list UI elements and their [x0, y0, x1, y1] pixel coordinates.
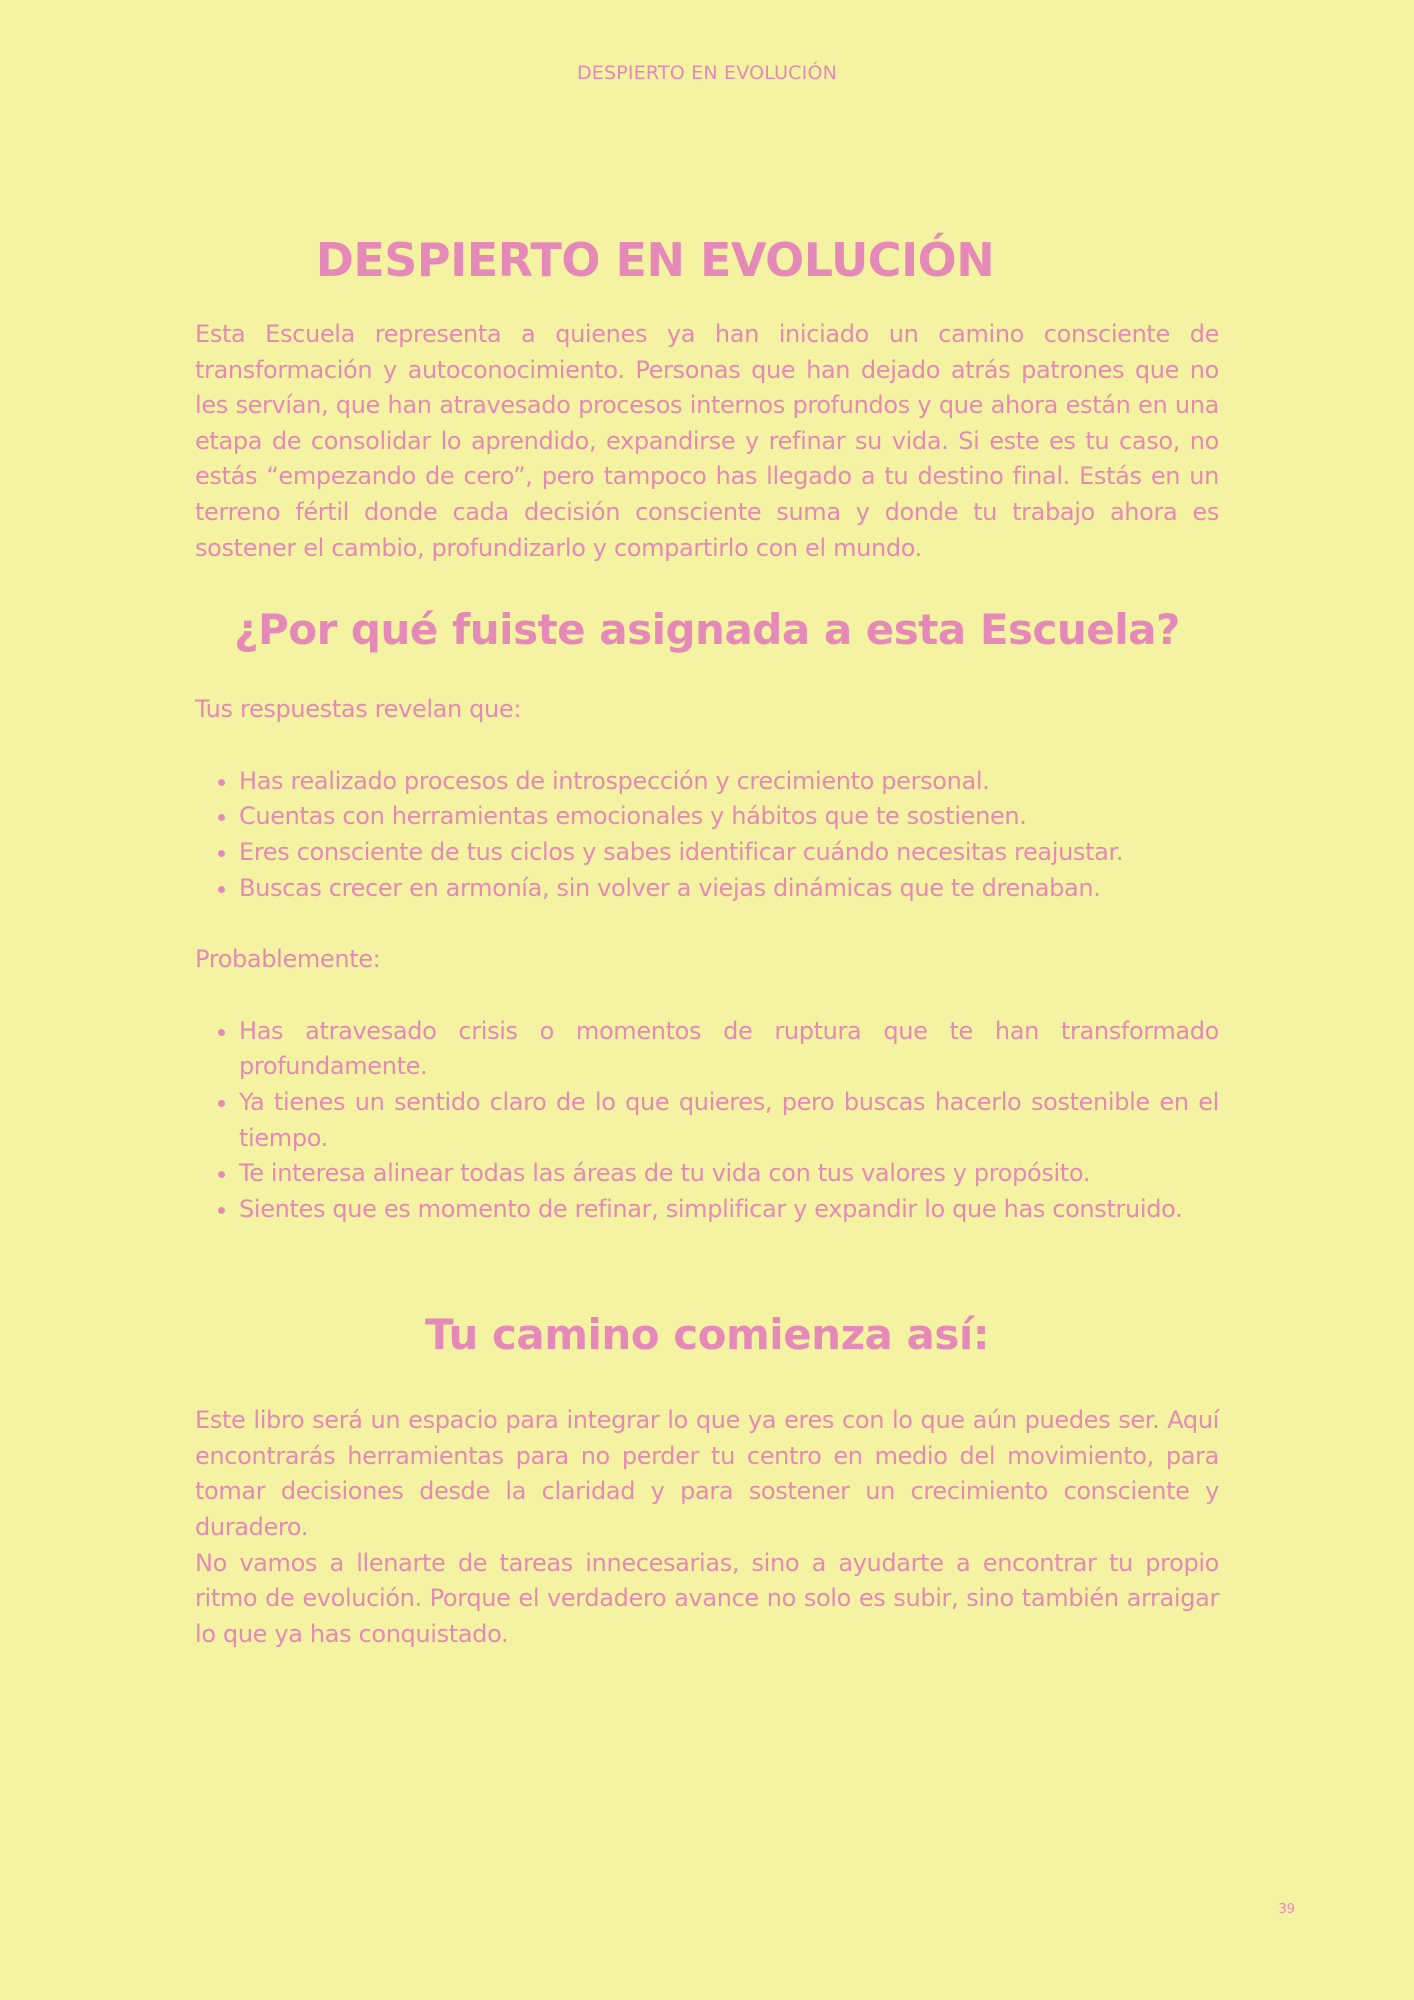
probably-lead: Probablemente:: [195, 945, 381, 974]
traits-list: [195, 764, 1219, 906]
responses-lead: Tus respuestas revelan que:: [195, 695, 522, 724]
page-number: 39: [1278, 1902, 1295, 1917]
path-paragraph-1: Este libro será un espacio para integrar lo que ya eres con lo que aún puedes ser. Aquí encontrarás herramientas para no perder tu centro en medio del movimiento, para tomar decisiones desde la claridad y para sostener un crecimiento consciente y duradero.: [195, 1406, 1219, 1542]
list-item: • Cuentas con herramientas emocionales y hábitos que te sostienen.: [239, 799, 1219, 835]
page-content: [195, 225, 1219, 1652]
why-heading: ¿Por qué fuiste asignada a esta Escuela?: [234, 605, 1180, 655]
list-item: • Sientes que es momento de refinar, simplificar y expandir lo que has construido.: [239, 1192, 1219, 1228]
path-paragraph-2: No vamos a llenarte de tareas innecesarias, sino a ayudarte a encontrar tu propio ritmo de evolución. Porque el verdadero avance no solo es subir, sino también arraigar lo que ya has conquistado.: [195, 1548, 1219, 1648]
list-item: • Te interesa alinear todas las áreas de tu vida con tus valores y propósito.: [239, 1156, 1219, 1192]
intro-paragraph: Esta Escuela representa a quienes ya han iniciado un camino consciente de transformación y autoconocimiento. Personas que han dejado atrás patrones que no les servían, que han atravesado procesos internos profundos y que ahora están en una etapa de consolidar lo aprendido, expandirse y refinar su vida. Si este es tu caso, no estás “empezando de cero”, pero tampoco has llegado a tu destino final. Estás en un terreno fértil donde cada decisión consciente suma y donde tu trabajo ahora es sostener el cambio, profundizarlo y compartirlo con el mundo.: [195, 320, 1219, 562]
list-item: • Has atravesado crisis o momentos de ruptura que te han transformado profundamente.: [239, 1014, 1219, 1085]
list-item: • Has realizado procesos de introspección y crecimiento personal.: [239, 764, 1219, 800]
page-title: DESPIERTO EN EVOLUCIÓN: [315, 233, 995, 287]
list-item: • Ya tienes un sentido claro de lo que quieres, pero buscas hacerlo sostenible en el tiempo.: [239, 1085, 1219, 1156]
probably-list: [195, 1014, 1219, 1228]
path-heading: Tu camino comienza así:: [424, 1310, 990, 1360]
list-item: • Eres consciente de tus ciclos y sabes identificar cuándo necesitas reajustar.: [239, 835, 1219, 871]
list-item: • Buscas crecer en armonía, sin volver a viejas dinámicas que te drenaban.: [239, 871, 1219, 907]
running-header: DESPIERTO EN EVOLUCIÓN: [576, 62, 838, 84]
